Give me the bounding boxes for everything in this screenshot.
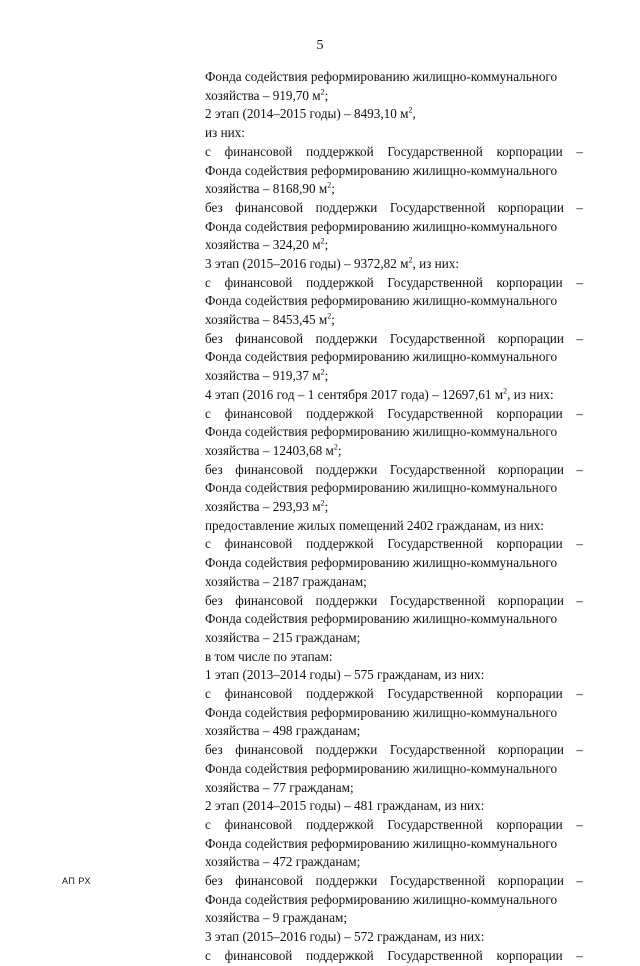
text-line-content: Фонда содействия реформированию жилищно-коммунального (205, 891, 558, 907)
text-line (205, 685, 583, 704)
text-line (205, 592, 583, 611)
superscript: 2 (327, 311, 332, 321)
text-line-content: без финансовой поддержки Государственной корпорации – (205, 592, 583, 608)
footer-code: АП РХ (62, 876, 91, 886)
text-line-content: с финансовой поддержкой Государственной корпорации – (205, 686, 583, 702)
text-line (205, 105, 583, 124)
text-line (205, 461, 583, 480)
text-line-content: Фонда содействия реформированию жилищно-коммунального (205, 349, 558, 365)
text-line-suffix: ; (324, 368, 329, 384)
text-line (205, 741, 583, 760)
text-line-content: 2 этап (2014–2015 годы) – 8493,10 м (205, 106, 409, 122)
text-line (205, 180, 583, 199)
text-line-content: без финансовой поддержки Государственной корпорации – (205, 873, 583, 889)
text-line-content: с финансовой поддержкой Государственной корпорации – (205, 536, 583, 552)
text-line (205, 629, 583, 648)
text-line-content: 3 этап (2015–2016 годы) – 9372,82 м (205, 256, 409, 271)
text-line-content: с финансовой поддержкой Государственной корпорации – (205, 143, 583, 159)
text-line-content: хозяйства – 498 гражданам; (205, 723, 361, 739)
text-line-suffix: ; (324, 499, 329, 515)
text-line-content: без финансовой поддержки Государственной корпорации – (205, 199, 583, 215)
text-line-content: Фонда содействия реформированию жилищно-коммунального (205, 480, 558, 496)
text-line (205, 405, 583, 424)
superscript: 2 (320, 87, 325, 97)
text-line-content: хозяйства – 919,37 м (205, 368, 321, 384)
text-line (205, 274, 583, 293)
text-line (205, 255, 583, 274)
text-line-suffix: ; (324, 87, 329, 103)
text-line-content: хозяйства – 324,20 м (205, 237, 321, 253)
text-line (205, 423, 583, 442)
text-line-content: без финансовой поддержки Государственной корпорации – (205, 742, 583, 758)
text-line (205, 928, 583, 947)
text-line (205, 648, 583, 667)
text-line (205, 947, 583, 966)
text-line-content: в том числе по этапам: (205, 648, 333, 664)
text-line-suffix: , из них: (507, 386, 554, 402)
text-line-suffix: , (412, 106, 416, 122)
superscript: 2 (408, 106, 413, 116)
text-line (205, 535, 583, 554)
text-line-content: 4 этап (2016 год – 1 сентября 2017 года) – 12697,61 м (205, 386, 504, 402)
superscript: 2 (327, 180, 332, 190)
text-line (205, 199, 583, 218)
text-line (205, 573, 583, 592)
superscript: 2 (503, 386, 508, 396)
text-line (205, 162, 583, 181)
text-line (205, 124, 583, 143)
text-line (205, 872, 583, 891)
text-line-content: 1 этап (2013–2014 годы) – 575 гражданам, из них: (205, 667, 485, 683)
text-line (205, 666, 583, 685)
text-line-suffix: ; (331, 181, 335, 197)
text-line (205, 853, 583, 872)
text-line-suffix: , из них: (412, 256, 460, 271)
text-line-content: 2 этап (2014–2015 годы) – 481 гражданам, из них: (205, 798, 485, 814)
text-line (205, 386, 583, 405)
text-line-content: с финансовой поддержкой Государственной корпорации – (205, 816, 583, 832)
text-line-content: без финансовой поддержки Государственной корпорации – (205, 330, 583, 346)
text-line-content: Фонда содействия реформированию жилищно-коммунального (205, 69, 558, 84)
text-line (205, 704, 583, 723)
text-line (205, 760, 583, 779)
text-line-content: хозяйства – 215 гражданам; (205, 629, 361, 645)
text-line-content: 3 этап (2015–2016 годы) – 572 гражданам, из них: (205, 929, 485, 945)
text-line-content: Фонда содействия реформированию жилищно-коммунального (205, 760, 558, 776)
text-line (205, 816, 583, 835)
text-line-content: без финансовой поддержки Государственной корпорации – (205, 461, 583, 477)
text-line-content: с финансовой поддержкой Государственной корпорации – (205, 947, 583, 963)
text-line (205, 610, 583, 629)
text-line-content: хозяйства – 472 гражданам; (205, 854, 361, 870)
text-line (205, 779, 583, 798)
text-line (205, 236, 583, 255)
text-line-content: Фонда содействия реформированию жилищно-коммунального (205, 704, 558, 720)
text-line-content: с финансовой поддержкой Государственной корпорации – (205, 405, 583, 421)
text-line-content: хозяйства – 77 гражданам; (205, 779, 354, 795)
text-line (205, 479, 583, 498)
text-line-content: из них: (205, 125, 245, 141)
text-line (205, 218, 583, 237)
text-line-content: хозяйства – 919,70 м (205, 87, 321, 103)
text-line-content: хозяйства – 9 гражданам; (205, 910, 348, 926)
text-line-content: хозяйства – 12403,68 м (205, 442, 334, 458)
text-line (205, 909, 583, 928)
text-line-suffix: ; (337, 442, 342, 458)
superscript: 2 (333, 442, 338, 452)
superscript: 2 (320, 498, 325, 508)
text-line-content: хозяйства – 8168,90 м (205, 181, 328, 197)
text-line-content: Фонда содействия реформированию жилищно-коммунального (205, 162, 558, 178)
superscript: 2 (320, 367, 325, 377)
text-line-content: Фонда содействия реформированию жилищно-коммунального (205, 424, 558, 440)
text-line (205, 722, 583, 741)
text-line-content: с финансовой поддержкой Государственной корпорации – (205, 274, 583, 290)
text-line (205, 442, 583, 461)
text-line (205, 891, 583, 910)
text-line-content: хозяйства – 293,93 м (205, 499, 321, 515)
document-body (205, 68, 583, 966)
text-line-content: хозяйства – 2187 гражданам; (205, 573, 367, 589)
text-line (205, 367, 583, 386)
text-line (205, 517, 583, 536)
text-line (205, 87, 583, 106)
text-line (205, 797, 583, 816)
page-number: 5 (316, 38, 324, 53)
text-line-content: Фонда содействия реформированию жилищно-коммунального (205, 835, 558, 851)
text-line-content: Фонда содействия реформированию жилищно-коммунального (205, 611, 558, 627)
text-line (205, 292, 583, 311)
text-line (205, 68, 583, 87)
text-line-content: Фонда содействия реформированию жилищно-коммунального (205, 218, 558, 234)
text-line (205, 311, 583, 330)
text-line (205, 348, 583, 367)
text-line (205, 835, 583, 854)
text-line-content: Фонда содействия реформированию жилищно-коммунального (205, 293, 558, 309)
text-line-content: предоставление жилых помещений 2402 гражданам, из них: (205, 517, 544, 533)
text-line-content: Фонда содействия реформированию жилищно-коммунального (205, 555, 558, 571)
superscript: 2 (320, 236, 325, 246)
text-line-suffix: ; (331, 312, 335, 328)
text-line-content: хозяйства – 8453,45 м (205, 312, 328, 328)
superscript: 2 (408, 255, 413, 265)
text-line (205, 330, 583, 349)
text-line-suffix: ; (324, 237, 329, 253)
text-line (205, 554, 583, 573)
text-line (205, 143, 583, 162)
text-line (205, 498, 583, 517)
